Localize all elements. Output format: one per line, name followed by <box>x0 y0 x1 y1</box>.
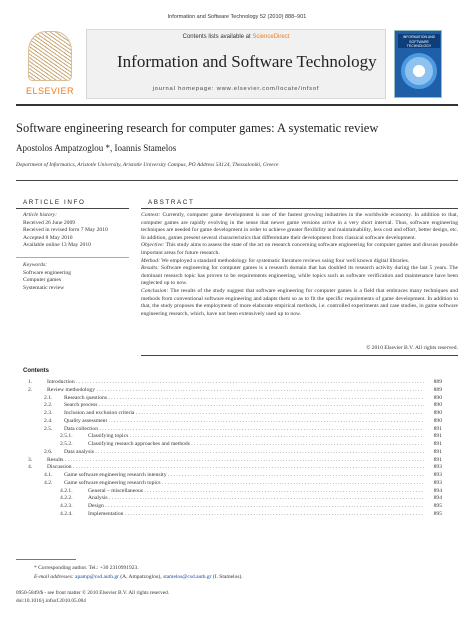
abstract-body <box>141 212 458 318</box>
abstract-context: Context: Currently, computer game development is one of the fastest growing industries in the worldwide economy. In addition to that, computer games are rapidly evolving in the sense that newer game versions arrive in a very short interval. Thus, software engineering techniques are needed for game development in order to achieve greater flexibility and maintainability, less cost and effort, better design, etc. In addition, games present several characteristics that differentiate their development from classical software development. <box>141 212 458 241</box>
toc-page: 894 <box>433 495 442 502</box>
history-label: Article history: <box>23 212 58 218</box>
abstract-heading: ABSTRACT <box>148 199 195 206</box>
sciencedirect-link[interactable]: ScienceDirect <box>252 34 290 40</box>
toc-title: Data analysis . . . <box>64 449 424 457</box>
toc-page: 891 <box>433 425 442 432</box>
cover-graphic <box>401 53 437 89</box>
toc-title: Review methodology . . . <box>47 387 424 395</box>
email-link[interactable]: stamelos@csd.auth.gr <box>163 574 212 580</box>
article-affiliation: Department of Informatics, Aristotle University, Aristotle University Campus, PO Address 54124, Thessaloniki, Greece <box>16 162 279 168</box>
article-history <box>23 212 133 250</box>
toc-number: 2.5.2. <box>60 441 73 447</box>
toc-entry[interactable] <box>16 480 458 488</box>
doi-link[interactable]: doi:10.1016/j.infsof.2010.05.004 <box>16 598 86 604</box>
toc-entry[interactable] <box>16 503 458 511</box>
toc-page: 891 <box>433 456 442 463</box>
divider <box>16 180 458 181</box>
toc-number: 1. <box>28 379 33 385</box>
toc-title: General – miscellaneous . . . <box>88 488 424 496</box>
toc-page: 890 <box>433 402 442 409</box>
divider <box>16 208 129 209</box>
toc-title: Inclusion and exclusion criteria . . . <box>64 410 424 418</box>
toc-title: Implementation . . . <box>88 511 424 519</box>
journal-homepage[interactable]: journal homepage: www.elsevier.com/locate/infsof <box>152 86 320 92</box>
toc-page: 890 <box>433 410 442 416</box>
toc-entry[interactable] <box>16 426 458 434</box>
toc-entry[interactable] <box>16 495 458 503</box>
toc-title: Classifying topics . . . <box>88 433 424 441</box>
toc-number: 2.4. <box>44 417 53 424</box>
abstract-method: Method: We employed a standard methodology for systematic literature reviews using four well known digital libraries. <box>141 257 410 264</box>
toc-title: Quality assessment . . . <box>64 418 424 426</box>
toc-number: 4.2. <box>44 479 53 486</box>
abstract-results: Results: Software engineering for computer games is a research domain that has doubled its research activity during the last 5 years. The dominant research topic has proven to be requirements engineering, while topics such as software verification and maintenance have been neglected up to now. <box>141 265 458 287</box>
keywords <box>23 262 133 292</box>
history-revised: Received in revised form 7 May 2010 <box>23 227 108 234</box>
elsevier-tree-icon <box>28 31 72 81</box>
corresponding-author: * Corresponding author. Tel.: +30 2310991923. <box>34 565 139 571</box>
divider <box>141 355 458 356</box>
toc-page: 891 <box>433 441 442 447</box>
toc-number: 2.6. <box>44 448 53 455</box>
toc-entry[interactable] <box>16 410 458 418</box>
toc-number: 2.3. <box>44 410 53 416</box>
elsevier-wordmark: ELSEVIER <box>25 86 75 96</box>
toc-entry[interactable] <box>16 402 458 410</box>
toc-page: 893 <box>433 479 442 486</box>
toc-title: Design . . . <box>88 503 424 511</box>
email-addresses: E-mail addresses: apamp@csd.auth.gr (A. Ampatzoglou), stamelos@csd.auth.gr (I. Stamelos). <box>34 574 243 580</box>
toc-title: Data collection . . . <box>64 426 424 434</box>
toc-number: 4.2.2. <box>60 495 73 502</box>
article-title: Software engineering research for computer games: A systematic review <box>16 121 379 135</box>
keyword-item: Software engineering <box>23 269 71 276</box>
toc-page: 894 <box>433 487 442 494</box>
toc-entry[interactable] <box>16 511 458 519</box>
toc-page: 890 <box>433 417 442 424</box>
toc-title: Classifying research approaches and methods . . . <box>88 441 424 449</box>
issn-line: 0950-5849/$ - see front matter © 2010 Elsevier B.V. All rights reserved. <box>16 590 170 596</box>
article-info-heading: ARTICLE INFO <box>23 199 86 206</box>
toc-number: 3. <box>28 456 33 463</box>
toc-entry[interactable] <box>16 472 458 480</box>
toc-number: 4.2.3. <box>60 503 73 509</box>
history-received: Received 26 June 2009 <box>23 219 76 226</box>
abstract-objective: Objective: This study aims to assess the state of the art on research concerning software engineering for computer games and discuss possible important areas for future research. <box>141 242 458 256</box>
journal-banner <box>86 29 386 99</box>
toc-title: Search process . . . <box>64 402 424 410</box>
toc-entry[interactable] <box>16 395 458 403</box>
running-header: Information and Software Technology 52 (2010) 888–901 <box>167 14 307 20</box>
article-authors: Apostolos Ampatzoglou *, Ioannis Stamelos <box>16 143 177 153</box>
contents-heading: Contents <box>23 368 49 374</box>
toc-title: Research questions . . . <box>64 395 424 403</box>
keyword-item: Systematic review <box>23 284 65 291</box>
cover-title: INFORMATION AND SOFTWARE TECHNOLOGY <box>398 34 440 48</box>
toc-title: Game software engineering research topics . . . <box>64 480 424 488</box>
toc-page: 891 <box>433 433 442 440</box>
divider <box>16 257 129 258</box>
history-accepted: Accepted 8 May 2010 <box>23 234 73 241</box>
toc-entry[interactable] <box>16 488 458 496</box>
table-of-contents <box>16 379 458 519</box>
toc-title: Game software engineering research intensity . . . <box>64 472 424 480</box>
toc-page: 895 <box>433 510 442 517</box>
toc-number: 2.1. <box>44 394 53 401</box>
toc-page: 889 <box>433 386 442 393</box>
footnote-rule <box>16 559 76 560</box>
toc-page: 893 <box>433 472 442 478</box>
toc-number: 2.5. <box>44 425 53 432</box>
toc-number: 2.2. <box>44 402 53 409</box>
toc-title: Introduction . . . <box>47 379 424 387</box>
contents-available-line: Contents lists available at ScienceDirect <box>182 34 290 40</box>
toc-page: 893 <box>433 464 442 471</box>
toc-entry[interactable] <box>16 387 458 395</box>
toc-entry[interactable] <box>16 418 458 426</box>
journal-title: Information and Software Technology <box>117 52 377 71</box>
toc-number: 4.2.1. <box>60 487 73 494</box>
divider <box>141 208 458 209</box>
toc-number: 4. <box>28 464 33 471</box>
toc-number: 4.2.4. <box>60 510 73 517</box>
toc-title: Analysis . . . <box>88 495 424 503</box>
toc-page: 895 <box>433 503 442 509</box>
elsevier-logo <box>20 29 80 99</box>
toc-entry[interactable] <box>16 441 458 449</box>
keywords-label: Keywords: <box>23 262 48 268</box>
toc-entry[interactable] <box>16 379 458 387</box>
toc-page: 890 <box>433 394 442 401</box>
email-link[interactable]: apamp@csd.auth.gr <box>75 574 119 580</box>
toc-page: 891 <box>433 448 442 455</box>
abstract-copyright: © 2010 Elsevier B.V. All rights reserved. <box>366 345 458 351</box>
toc-page: 889 <box>433 379 442 385</box>
toc-entry[interactable] <box>16 464 458 472</box>
toc-entry[interactable] <box>16 457 458 465</box>
toc-entry[interactable] <box>16 433 458 441</box>
toc-number: 2.5.1. <box>60 433 73 440</box>
keyword-item: Computer games <box>23 277 62 284</box>
history-online: Available online 13 May 2010 <box>23 242 91 249</box>
toc-entry[interactable] <box>16 449 458 457</box>
journal-cover-image <box>394 30 442 98</box>
toc-title: Results . . . <box>47 457 424 465</box>
toc-title: Discussion . . . <box>47 464 424 472</box>
abstract-conclusion: Conclusion: The results of the study suggest that software engineering for computer games is a field that embraces many techniques and methods from conventional software engineering and adapts them so as to fit the specific requirements of game development. In addition to that, the study proposes the employment of more elaborate empirical methods, i.e. controlled experiments and case studies, in game software engineering research, which, have not been extensively used up to now. <box>141 287 458 317</box>
header-rule <box>16 104 458 106</box>
toc-number: 4.1. <box>44 472 53 478</box>
toc-number: 2. <box>28 386 33 393</box>
